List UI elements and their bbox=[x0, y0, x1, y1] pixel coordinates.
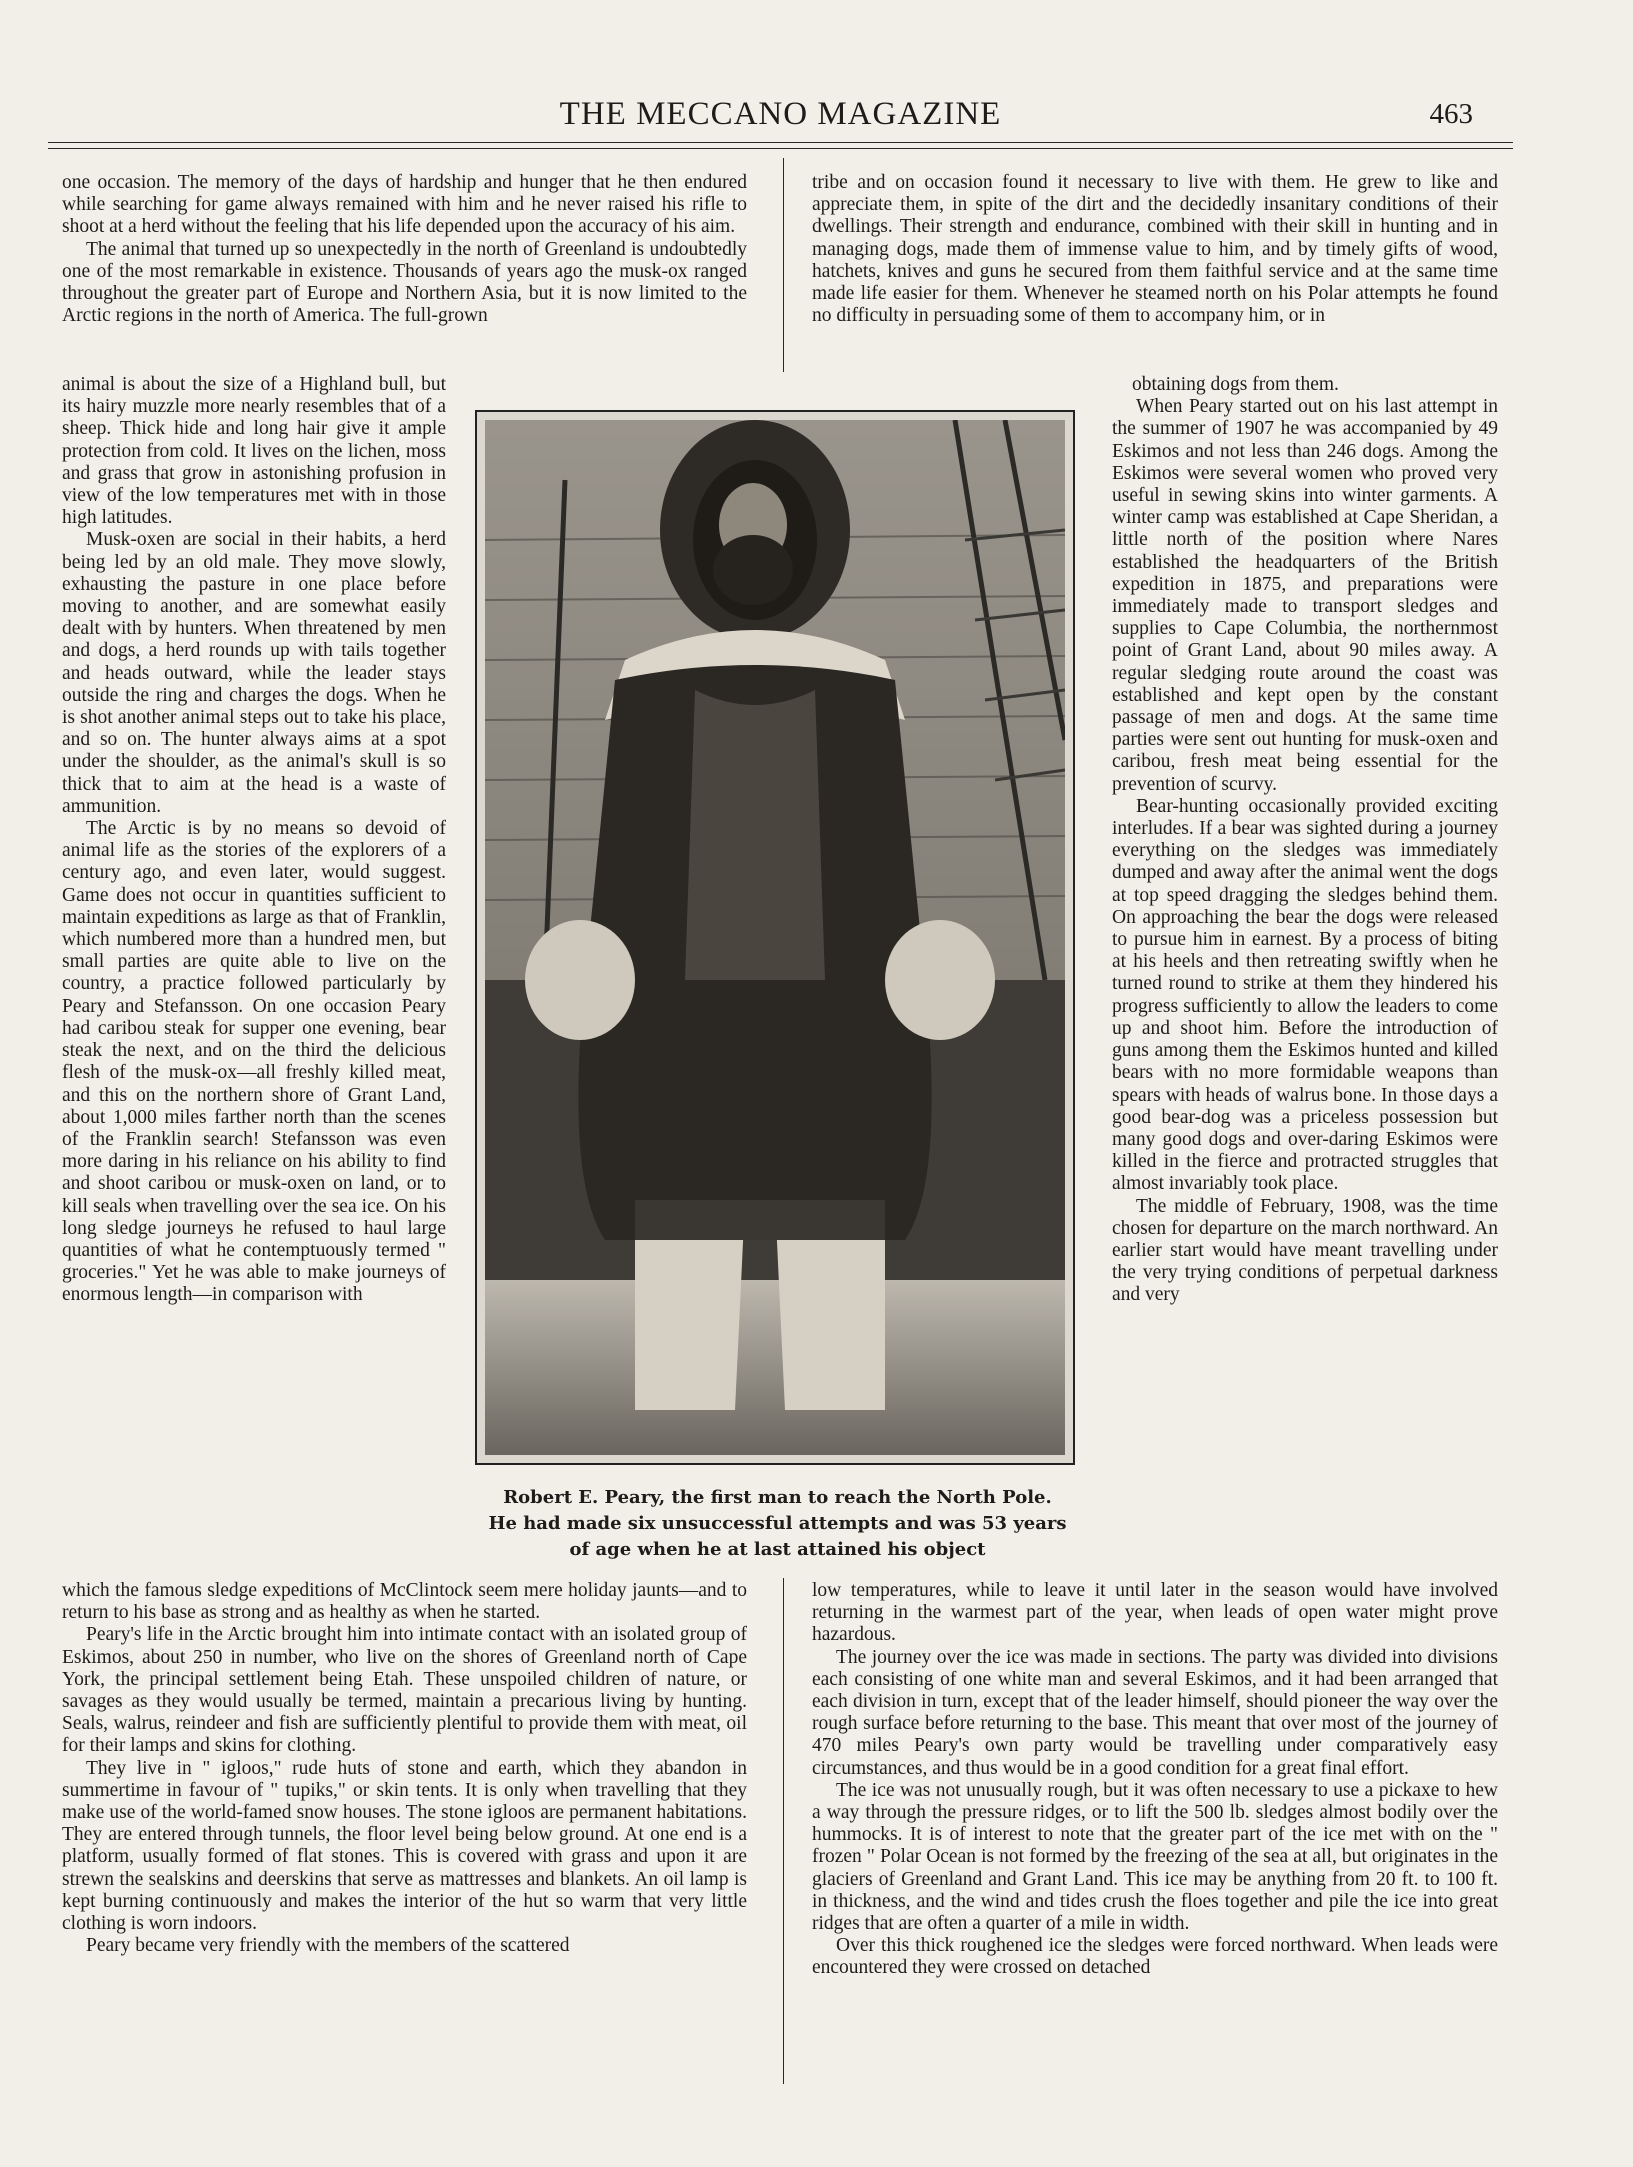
left-column-top bbox=[62, 172, 747, 327]
left-column-narrow bbox=[62, 374, 446, 1307]
right-column-narrow bbox=[1112, 374, 1498, 1307]
paragraph: Over this thick roughened ice the sledges were forced northward. When leads were encountered they were crossed on detached bbox=[812, 1935, 1498, 1979]
paragraph: The Arctic is by no means so devoid of animal life as the stories of the explorers of a century ago, and even later, would suggest. Game does not occur in quantities sufficient to maintain expeditions as large as that of Franklin, which numbered more than a hundred men, but small parties are quite able to live on the country, a practice followed particularly by Peary and Stefansson. On one occasion Peary had caribou steak for supper one evening, bear steak the next, and on the third the delicious flesh of the musk-ox—all freshly killed meat, and this on the northern shore of Grant Land, about 1,000 miles farther north than the scenes of the Franklin search! Stefansson was even more daring in his reliance on his ability to find and shoot caribou or musk-oxen on land, or to kill seals when travelling over the sea ice. On his long sledge journeys he refused to haul large quantities of what he contemptuously termed " groceries." Yet he was able to make journeys of enormous length—in comparison with bbox=[62, 818, 446, 1306]
paragraph: Musk-oxen are social in their habits, a herd being led by an old male. They move slowly, exhausting the pasture in one place before moving to another, and are somewhat easily dealt with by hunters. When threatened by men and dogs, a herd rounds up with tails together and heads outward, while the leader stays outside the ring and charges the dogs. When he is shot another animal steps out to take his place, and so on. The hunter always aims at a spot under the shoulder, as the animal's skull is so thick that to aim at the head is a waste of ammunition. bbox=[62, 529, 446, 817]
paragraph: They live in " igloos," rude huts of stone and earth, which they abandon in summertime in favour of " tupiks," or skin tents. It is only when travelling that they make use of the world-famed snow houses. The stone igloos are permanent habitations. They are entered through tunnels, the floor level being below ground. At one end is a platform, usually formed of flat stones. This is covered with grass and upon it are strewn the sealskins and deerskins that serve as mattresses and blankets. An oil lamp is kept burning continuously and makes the interior of the hut so warm that very little clothing is worn indoors. bbox=[62, 1757, 747, 1935]
photo-caption bbox=[470, 1485, 1085, 1563]
page-header bbox=[48, 96, 1513, 136]
paragraph: obtaining dogs from them. bbox=[1132, 374, 1339, 395]
paragraph: tribe and on occasion found it necessary to live with them. He grew to like and appreciate them, in spite of the dirt and the decidedly insanitary conditions of their dwellings. Their strength and endurance, combined with their skill in hunting and in managing dogs, made them of immense value to him, and by timely gifts of wood, hatchets, knives and guns he secured from them faithful service and at the same time made life easier for them. Whenever he steamed north on his Polar attempts he found no difficulty in persuading some of them to accompany him, or in bbox=[812, 172, 1498, 327]
right-column-top bbox=[812, 172, 1498, 327]
paragraph: Peary became very friendly with the members of the scattered bbox=[86, 1935, 570, 1957]
paragraph: Peary's life in the Arctic brought him into intimate contact with an isolated group of Eskimos, about 250 in number, who live on the shores of Greenland north of Cape York, the principal settlement being Etah. These unspoiled children of nature, or savages as they would usually be termed, maintain a precarious living by hunting. Seals, walrus, reindeer and fish are sufficiently plentiful to provide them with meat, oil for their lamps and skins for clothing. bbox=[62, 1624, 747, 1757]
paragraph: low temperatures, while to leave it until later in the season would have involved returning in the warmest part of the year, when leads of open water might prove hazardous. bbox=[812, 1580, 1498, 1646]
paragraph: The animal that turned up so unexpectedly in the north of Greenland is undoubtedly one of the most remarkable in existence. Thousands of years ago the musk-ox ranged throughout the greater part of Europe and Northern Asia, but it is now limited to the Arctic regions in the north of America. The full-grown bbox=[62, 238, 747, 327]
column-divider-top bbox=[783, 158, 784, 372]
caption-line: He had made six unsuccessful attempts and was 53 years bbox=[488, 1513, 1067, 1534]
paragraph: The journey over the ice was made in sections. The party was divided into divisions each consisting of one white man and several Eskimos, and it had been arranged that each division in turn, except that of the leader himself, should pioneer the way over the rough surface before returning to the base. This meant that over most of the journey of 470 miles Peary's own party would be travelling under comparatively easy circumstances, and thus would be in a good condition for a great final effort. bbox=[812, 1646, 1498, 1779]
caption-line: Robert E. Peary, the first man to reach the North Pole. bbox=[503, 1487, 1052, 1508]
left-column-bottom bbox=[62, 1580, 747, 1957]
paragraph: The ice was not unusually rough, but it was often necessary to use a pickaxe to hew a way through the pressure ridges, or to lift the 500 lb. sledges almost bodily over the hummocks. It is of interest to note that the greater part of the ice met with on the " frozen " Polar Ocean is not formed by the freezing of the sea at all, but originates in the glaciers of Greenland and Grant Land. This ice may be anything from 20 ft. to 100 ft. in thickness, and the wind and tides crush the floes together and pile the ice into great ridges that are often a quarter of a mile in width. bbox=[812, 1779, 1498, 1935]
column-divider-bottom bbox=[783, 1578, 784, 2084]
caption-line: of age when he at last attained his object bbox=[569, 1539, 986, 1560]
page-number: 463 bbox=[1429, 98, 1473, 130]
peary-photograph bbox=[475, 410, 1075, 1465]
paragraph: When Peary started out on his last attempt in the summer of 1907 he was accompanied by 49 Eskimos and not less than 246 dogs. Among the Eskimos were several women who proved very useful in sewing skins into winter garments. A winter camp was established at Cape Sheridan, a little north of the position where Nares established the headquarters of the British expedition in 1875, and preparations were immediately made to transport sledges and supplies to Cape Columbia, the northernmost point of Grant Land, about 90 miles away. A regular sledging route around the coast was established and kept open by the constant passage of men and dogs. At the same time parties were sent out hunting for musk-oxen and caribou, fresh meat being essential for the prevention of scurvy. bbox=[1112, 396, 1498, 795]
right-column-bottom bbox=[812, 1580, 1498, 1980]
magazine-title: THE MECCANO MAGAZINE bbox=[559, 96, 1002, 132]
paragraph: The middle of February, 1908, was the time chosen for departure on the march northward. An earlier start would have meant travelling under the very trying conditions of perpetual darkness and very bbox=[1112, 1195, 1498, 1306]
paragraph: one occasion. The memory of the days of hardship and hunger that he then endured while searching for game always remained with him and he never raised his rifle to shoot at a herd without the feeling that his life depended upon the accuracy of his aim. bbox=[62, 172, 747, 238]
header-rule-bottom bbox=[48, 148, 1513, 149]
paragraph: which the famous sledge expeditions of McClintock seem mere holiday jaunts—and to return to his base as strong and as healthy as when he started. bbox=[62, 1580, 747, 1624]
paragraph: animal is about the size of a Highland bull, but its hairy muzzle more nearly resembles that of a sheep. Thick hide and long hair give it ample protection from cold. It lives on the lichen, moss and grass that grow in astonishing profusion in view of the low temperatures met with in those high latitudes. bbox=[62, 374, 446, 529]
paragraph: Bear-hunting occasionally provided exciting interludes. If a bear was sighted during a journey everything on the sledges was immediately dumped and away after the animal went the dogs at top speed dragging the sledges behind them. On approaching the bear the dogs were released to pursue him in earnest. By a process of biting at his heels and then retreating swiftly when he turned round to strike at them they hindered his progress sufficiently to allow the leaders to come up and shoot him. Before the introduction of guns among them the Eskimos hunted and killed bears with no more formidable weapons than spears with heads of walrus bone. In those days a good bear-dog was a priceless possession but many good dogs and over-daring Eskimos were killed in the fierce and protracted struggles that almost invariably took place. bbox=[1112, 795, 1498, 1195]
explorer-fur-suit-image bbox=[485, 420, 1065, 1455]
header-rule-top bbox=[48, 142, 1513, 143]
